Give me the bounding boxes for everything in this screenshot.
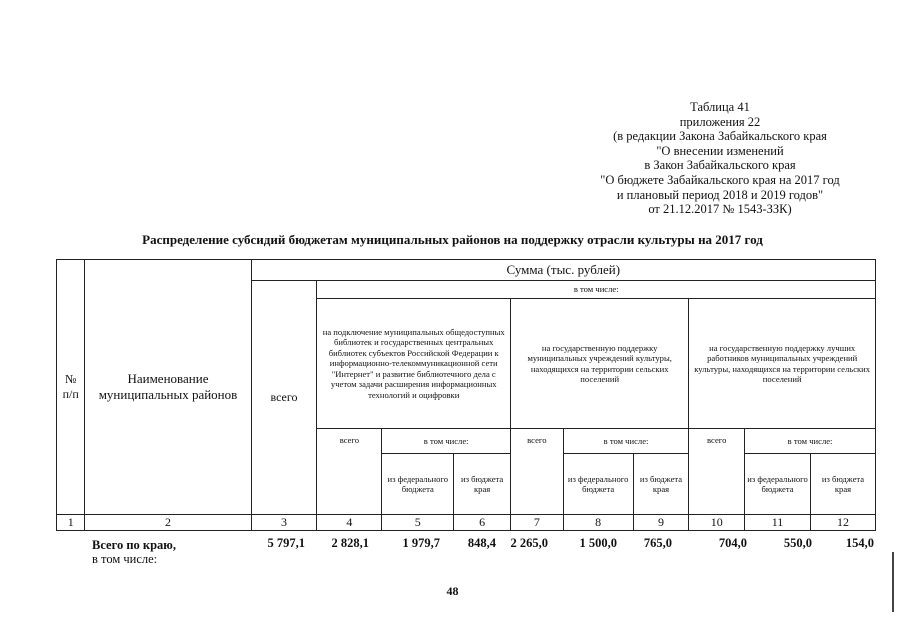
header-line: Таблица 41	[690, 100, 750, 114]
g2-including-header: в том числе:	[563, 429, 689, 454]
totals-label-line: Всего по краю,	[92, 538, 176, 552]
total-value: 2 265,0	[510, 536, 548, 550]
group-libraries-header: на подключение муниципальных общедоступных библиотек и государственных центральных библиотек субъектов Российской Федерации к информационно-телекоммуникационной сети "Интернет" и развитие библиотечного дела с учетом задачи расширения информационных технологий и оцифровки	[317, 299, 511, 429]
column-number-cell: 11	[745, 515, 811, 531]
g3-federal-header: из федерального бюджета	[745, 454, 811, 515]
g1-total-header: всего	[317, 429, 382, 515]
total-all-header: всего	[251, 281, 317, 515]
total-value: 765,0	[643, 536, 672, 550]
column-number-cell: 4	[317, 515, 382, 531]
column-number-cell: 8	[563, 515, 633, 531]
g3-total-header: всего	[689, 429, 745, 515]
g1-regional-header: из бюджета края	[454, 454, 511, 515]
total-value: 550,0	[783, 536, 812, 550]
g2-total-header: всего	[511, 429, 564, 515]
header-line: в Закон Забайкальского края	[644, 158, 796, 173]
group-workers-header: на государственную поддержку лучших работников муниципальных учреждений культуры, находящихся на территории сельских поселений	[689, 299, 876, 429]
column-number-cell: 2	[85, 515, 251, 531]
g2-federal-header: из федерального бюджета	[563, 454, 633, 515]
g3-regional-header: из бюджета края	[810, 454, 875, 515]
total-value: 1 500,0	[579, 536, 617, 550]
header-line: от 21.12.2017 № 1543-ЗЗК)	[648, 202, 792, 217]
including-header: в том числе:	[317, 281, 876, 299]
column-number-cell: 6	[454, 515, 511, 531]
g3-including-header: в том числе:	[745, 429, 876, 454]
g2-regional-header: из бюджета края	[633, 454, 689, 515]
page-number: 48	[446, 584, 459, 598]
total-value: 2 828,1	[331, 536, 369, 550]
total-value: 848,4	[467, 536, 496, 550]
total-value: 1 979,7	[402, 536, 440, 550]
col-name-header: Наименование муниципальных районов	[85, 260, 251, 515]
total-value: 704,0	[718, 536, 747, 550]
header-line: "О внесении изменений	[656, 143, 784, 158]
column-number-cell: 5	[382, 515, 454, 531]
header-line: (в редакции Закона Забайкальского края	[613, 129, 827, 144]
column-number-cell: 3	[251, 515, 317, 531]
subsidy-table	[56, 259, 876, 531]
scan-edge-line	[892, 552, 894, 612]
totals-row	[0, 536, 905, 566]
column-number-cell: 12	[810, 515, 875, 531]
total-value: 154,0	[845, 536, 874, 550]
document-title: Распределение субсидий бюджетам муниципальных районов на поддержку отрасли культуры на 2017 год	[142, 232, 763, 247]
totals-label	[92, 538, 176, 566]
g1-federal-header: из федерального бюджета	[382, 454, 454, 515]
header-line: "О бюджете Забайкальского края на 2017 год	[600, 172, 840, 187]
column-number-cell: 7	[511, 515, 564, 531]
column-number-cell: 9	[633, 515, 689, 531]
total-value: 5 797,1	[267, 536, 305, 550]
column-number-cell: 10	[689, 515, 745, 531]
column-number-cell: 1	[57, 515, 85, 531]
header-line: приложения 22	[679, 114, 761, 129]
totals-label-line: в том числе:	[92, 552, 158, 566]
appendix-header	[560, 100, 880, 217]
sum-header: Сумма (тыс. рублей)	[251, 260, 875, 281]
col-number-header: № п/п	[57, 260, 85, 515]
header-line: и плановый период 2018 и 2019 годов"	[616, 187, 824, 202]
group-institutions-header: на государственную поддержку муниципальных учреждений культуры, находящихся на территории сельских поселений	[511, 299, 689, 429]
g1-including-header: в том числе:	[382, 429, 511, 454]
